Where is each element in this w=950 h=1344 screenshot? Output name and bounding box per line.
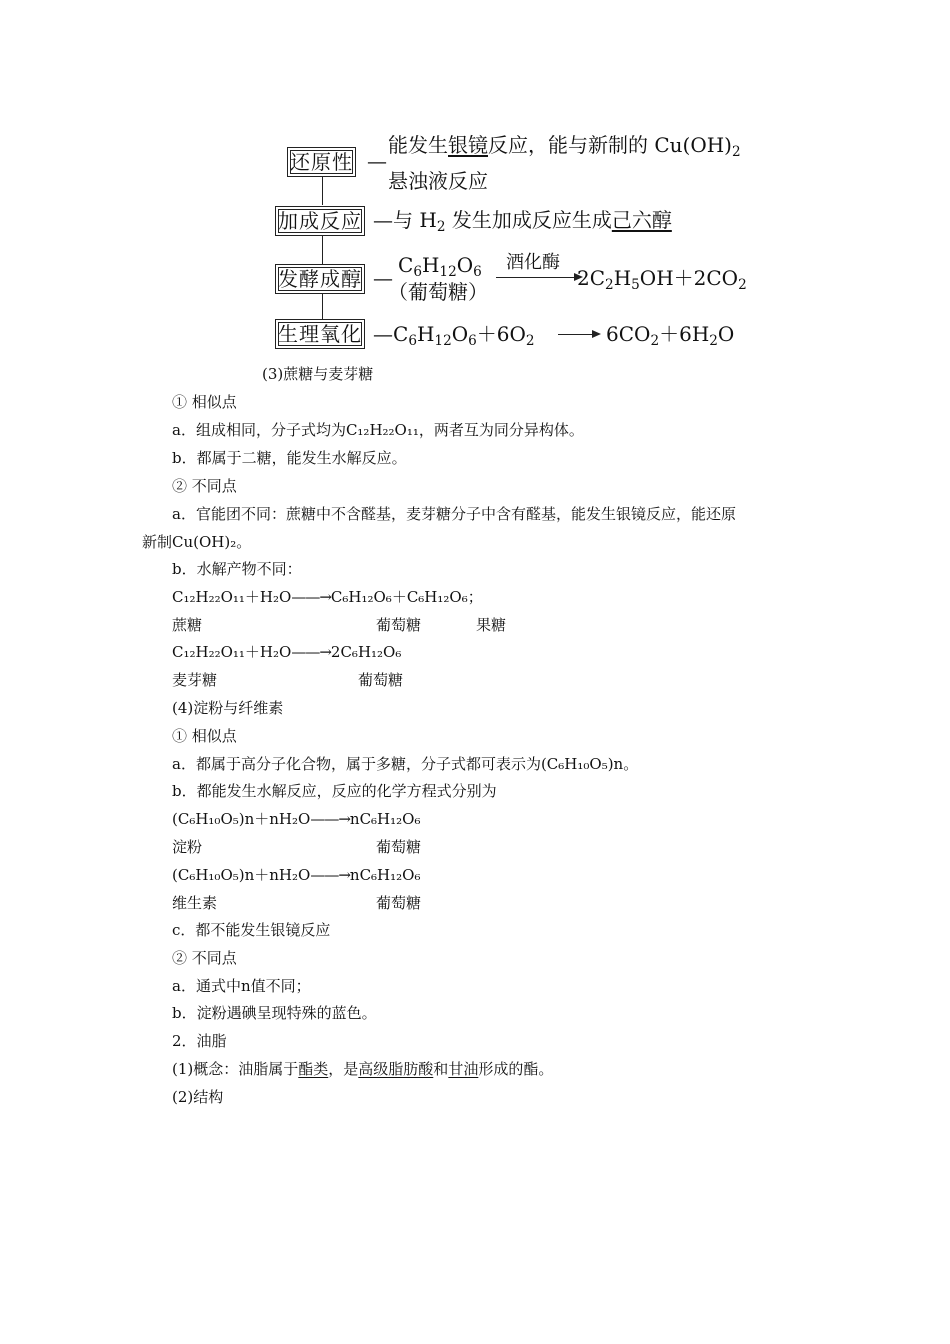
node-text-reducibility-line2: 悬浊液反应 bbox=[388, 169, 488, 193]
text-line: 新制Cu(OH)₂。 bbox=[142, 533, 252, 551]
section-heading: 2．油脂 bbox=[172, 1032, 227, 1050]
node-dash: — bbox=[373, 266, 393, 290]
equation-label: 葡萄糖 bbox=[376, 616, 422, 634]
section-heading: (2)结构 bbox=[172, 1088, 224, 1106]
text-line: a．都属于高分子化合物，属于多糖，分子式都可表示为(C₆H₁₀O₅)n。 bbox=[172, 755, 639, 773]
subheading: ① 相似点 bbox=[172, 393, 237, 411]
text-line: b．都能发生水解反应，反应的化学方程式分别为 bbox=[172, 782, 497, 800]
text-line: c．都不能发生银镜反应 bbox=[172, 921, 331, 939]
text-line: b．水解产物不同： bbox=[172, 560, 302, 578]
equation-label: 葡萄糖 bbox=[376, 838, 422, 856]
fermentation-reactant: $C_6H_{12}O_6$ bbox=[398, 253, 482, 280]
equation-line: (C₆H₁₀O₅)n＋nH₂O——→nC₆H₁₂O₆ bbox=[172, 810, 421, 828]
subheading: ① 相似点 bbox=[172, 727, 237, 745]
equation-label: 葡萄糖 bbox=[358, 671, 404, 689]
oxidation-equation-right: $6CO_2+6H_2O$ bbox=[606, 322, 735, 349]
text-line: a．官能团不同：蔗糖中不含醛基，麦芽糖分子中含有醛基，能发生银镜反应，能还原 bbox=[172, 505, 736, 523]
node-label-oxidation: 生理氧化 bbox=[275, 319, 365, 349]
equation-label: 麦芽糖 bbox=[172, 671, 218, 689]
node-text-addition: —与 $H_2$ 发生加成反应生成己六醇 bbox=[373, 208, 672, 235]
subheading: ② 不同点 bbox=[172, 477, 237, 495]
node-label-addition: 加成反应 bbox=[275, 206, 365, 236]
connector-line bbox=[322, 236, 323, 264]
text-line: b．都属于二糖，能发生水解反应。 bbox=[172, 449, 407, 467]
fermentation-product: $2C_2H_5OH+2CO_2$ bbox=[577, 266, 747, 293]
node-text-reducibility: 能发生银镜反应，能与新制的 $Cu(OH)_2$ bbox=[388, 133, 741, 160]
equation-label: 维生素 bbox=[172, 894, 218, 912]
connector-line bbox=[322, 294, 323, 319]
text-line: b．淀粉遇碘呈现特殊的蓝色。 bbox=[172, 1004, 377, 1022]
text-line: (1)概念：油脂属于酯类，是高级脂肪酸和甘油形成的酯。 bbox=[172, 1060, 554, 1078]
equation-label: 葡萄糖 bbox=[376, 894, 422, 912]
reaction-arrow bbox=[558, 334, 594, 335]
equation-label: 淀粉 bbox=[172, 838, 203, 856]
equation-line: (C₆H₁₀O₅)n＋nH₂O——→nC₆H₁₂O₆ bbox=[172, 866, 421, 884]
equation-label: 果糖 bbox=[476, 616, 507, 634]
reaction-arrowhead bbox=[592, 330, 601, 338]
section-heading: (3)蔗糖与麦芽糖 bbox=[262, 365, 374, 383]
equation-line: C₁₂H₂₂O₁₁＋H₂O——→2C₆H₁₂O₆ bbox=[172, 643, 402, 661]
connector-line bbox=[322, 177, 323, 205]
node-label-fermentation: 发酵成醇 bbox=[275, 264, 365, 294]
reaction-arrow bbox=[496, 277, 576, 278]
equation-label: 蔗糖 bbox=[172, 616, 203, 634]
fermentation-catalyst: 酒化酶 bbox=[506, 252, 560, 273]
section-heading: (4)淀粉与纤维素 bbox=[172, 699, 284, 717]
equation-line: C₁₂H₂₂O₁₁＋H₂O——→C₆H₁₂O₆＋C₆H₁₂O₆； bbox=[172, 588, 483, 606]
node-dash: — bbox=[367, 149, 387, 173]
node-label-reducibility: 还原性 bbox=[287, 147, 356, 177]
subheading: ② 不同点 bbox=[172, 949, 237, 967]
text-line: a．通式中n值不同； bbox=[172, 977, 311, 995]
oxidation-equation-left: $—C_6H_{12}O_6+6O_2$ bbox=[373, 322, 535, 349]
glucose-properties-diagram bbox=[270, 120, 790, 360]
text-line: a．组成相同，分子式均为C₁₂H₂₂O₁₁，两者互为同分异构体。 bbox=[172, 421, 584, 439]
fermentation-reactant-name: （葡萄糖） bbox=[388, 280, 488, 304]
